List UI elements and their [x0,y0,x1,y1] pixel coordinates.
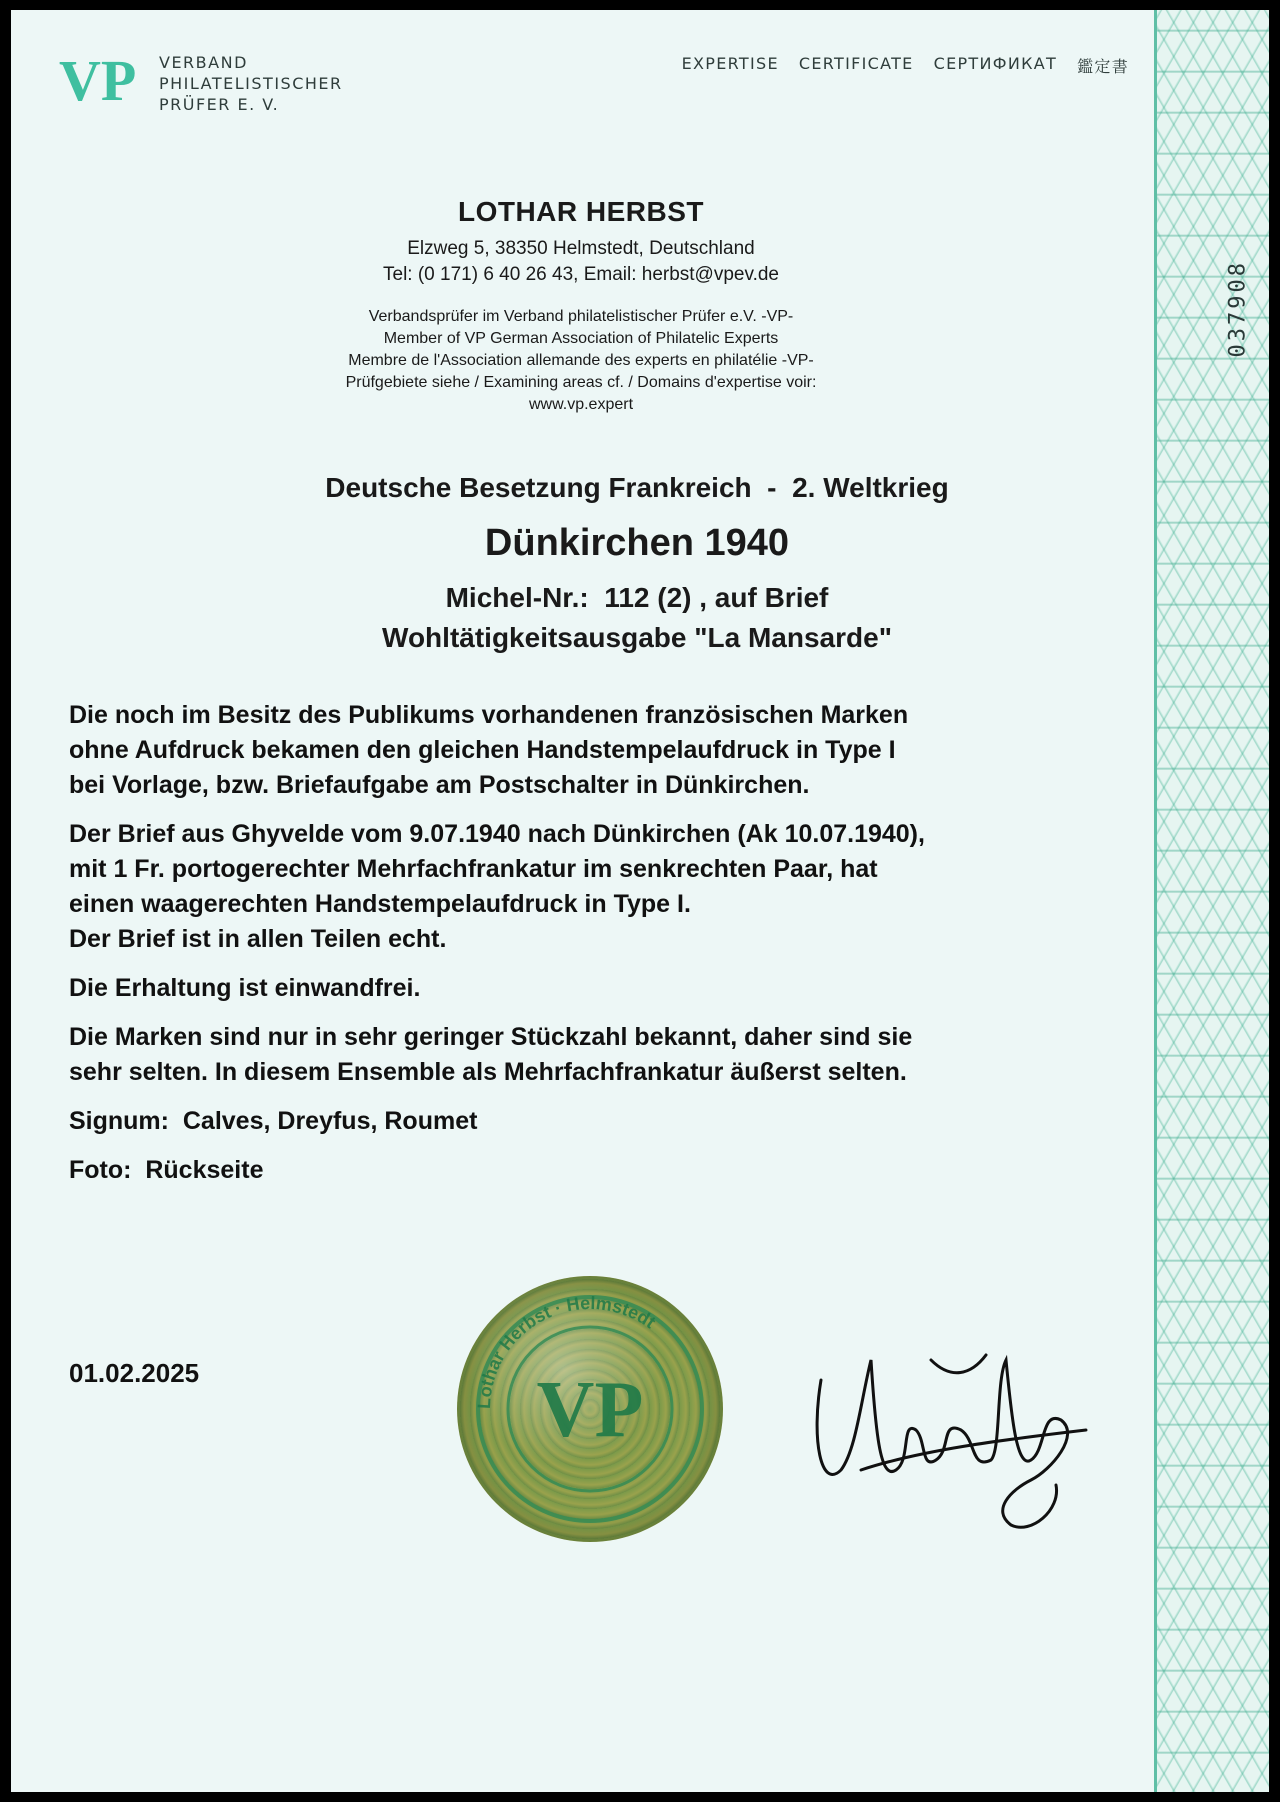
paragraph-rarity: Die Marken sind nur in sehr geringer Stückzahl bekannt, daher sind sie sehr selten. In diesem Ensemble als Mehrfachfrankatur äußerst selten. [69,1023,913,1086]
paragraph-letter: Der Brief aus Ghyvelde vom 9.07.1940 nach Dünkirchen (Ak 10.07.1940), mit 1 Fr. portogerechter Mehrfachfrankatur im senkrechten Paar, hat einen waagerechten Handstempelaufdruck in Type I. Der Brief ist in allen Teilen echt. [69,820,925,953]
cert-word-certificate: CERTIFICATE [798,54,914,73]
membership-line: Prüfgebiete siehe / Examining areas cf. / Domains d'expertise voir: [345,374,817,391]
serial-number: 037908 [1225,260,1250,358]
hologram-seal [457,1276,723,1542]
paragraph-condition: Die Erhaltung ist einwandfrei. [69,974,421,1002]
cert-word-japanese: 鑑定書 [1077,57,1129,76]
paragraph-overprint: Die noch im Besitz des Publikums vorhandenen französischen Marken ohne Aufdruck bekamen den gleichen Handstempelaufdruck in Type I bei Vorlage, bzw. Briefaufgabe am Postschalter in Dünkirchen. [69,701,909,799]
seal-emblem [457,1276,723,1542]
issue-name: Wohltätigkeitsausgabe "La Mansarde" [382,622,892,653]
paragraph-signum: Signum: Calves, Dreyfus, Roumet [69,1107,478,1135]
svg-text:VP: VP [59,52,137,108]
svg-text:VP: VP [536,1366,644,1454]
security-border [1154,10,1269,1792]
expert-address: Elzweg 5, 38350 Helmstedt, Deutschland [407,238,755,259]
svg-text:Lothar Herbst · Helmstedt: Lothar Herbst · Helmstedt [473,1292,660,1410]
vp-logo [59,52,139,108]
membership-line: Membre de l'Association allemande des experts en philatélie -VP- [348,352,814,369]
certificate-date: 01.02.2025 [69,1358,200,1388]
collecting-area: Deutsche Besetzung Frankreich - 2. Weltkrieg [325,472,949,503]
michel-number: Michel-Nr.: 112 (2) , auf Brief [445,582,829,613]
expert-contact: Tel: (0 171) 6 40 26 43, Email: herbst@vpev.de [383,264,779,285]
membership-line: Member of VP German Association of Philatelic Experts [383,330,779,347]
certificate-body [69,698,1129,1202]
cert-word-russian: СЕРТИФИКАТ [933,54,1058,73]
certificate-words [682,54,1129,77]
website-link[interactable]: www.vp.expert [528,396,634,413]
membership-line: Verbandsprüfer im Verband philatelistischer Prüfer e.V. -VP- [368,308,794,325]
subject-title: Dünkirchen 1940 [484,522,790,564]
certificate-header [49,42,1129,122]
expert-block [11,196,1151,416]
membership-lines [11,306,1151,416]
expert-signature [801,1320,1101,1540]
paragraph-photo: Foto: Rückseite [69,1156,264,1184]
certificate-sheet [11,10,1269,1792]
org-name: VERBAND PHILATELISTISCHER PRÜFER E. V. [159,53,343,114]
cert-word-expertise: EXPERTISE [681,54,779,73]
subject-block [11,470,1263,656]
expert-name: LOTHAR HERBST [457,196,705,227]
